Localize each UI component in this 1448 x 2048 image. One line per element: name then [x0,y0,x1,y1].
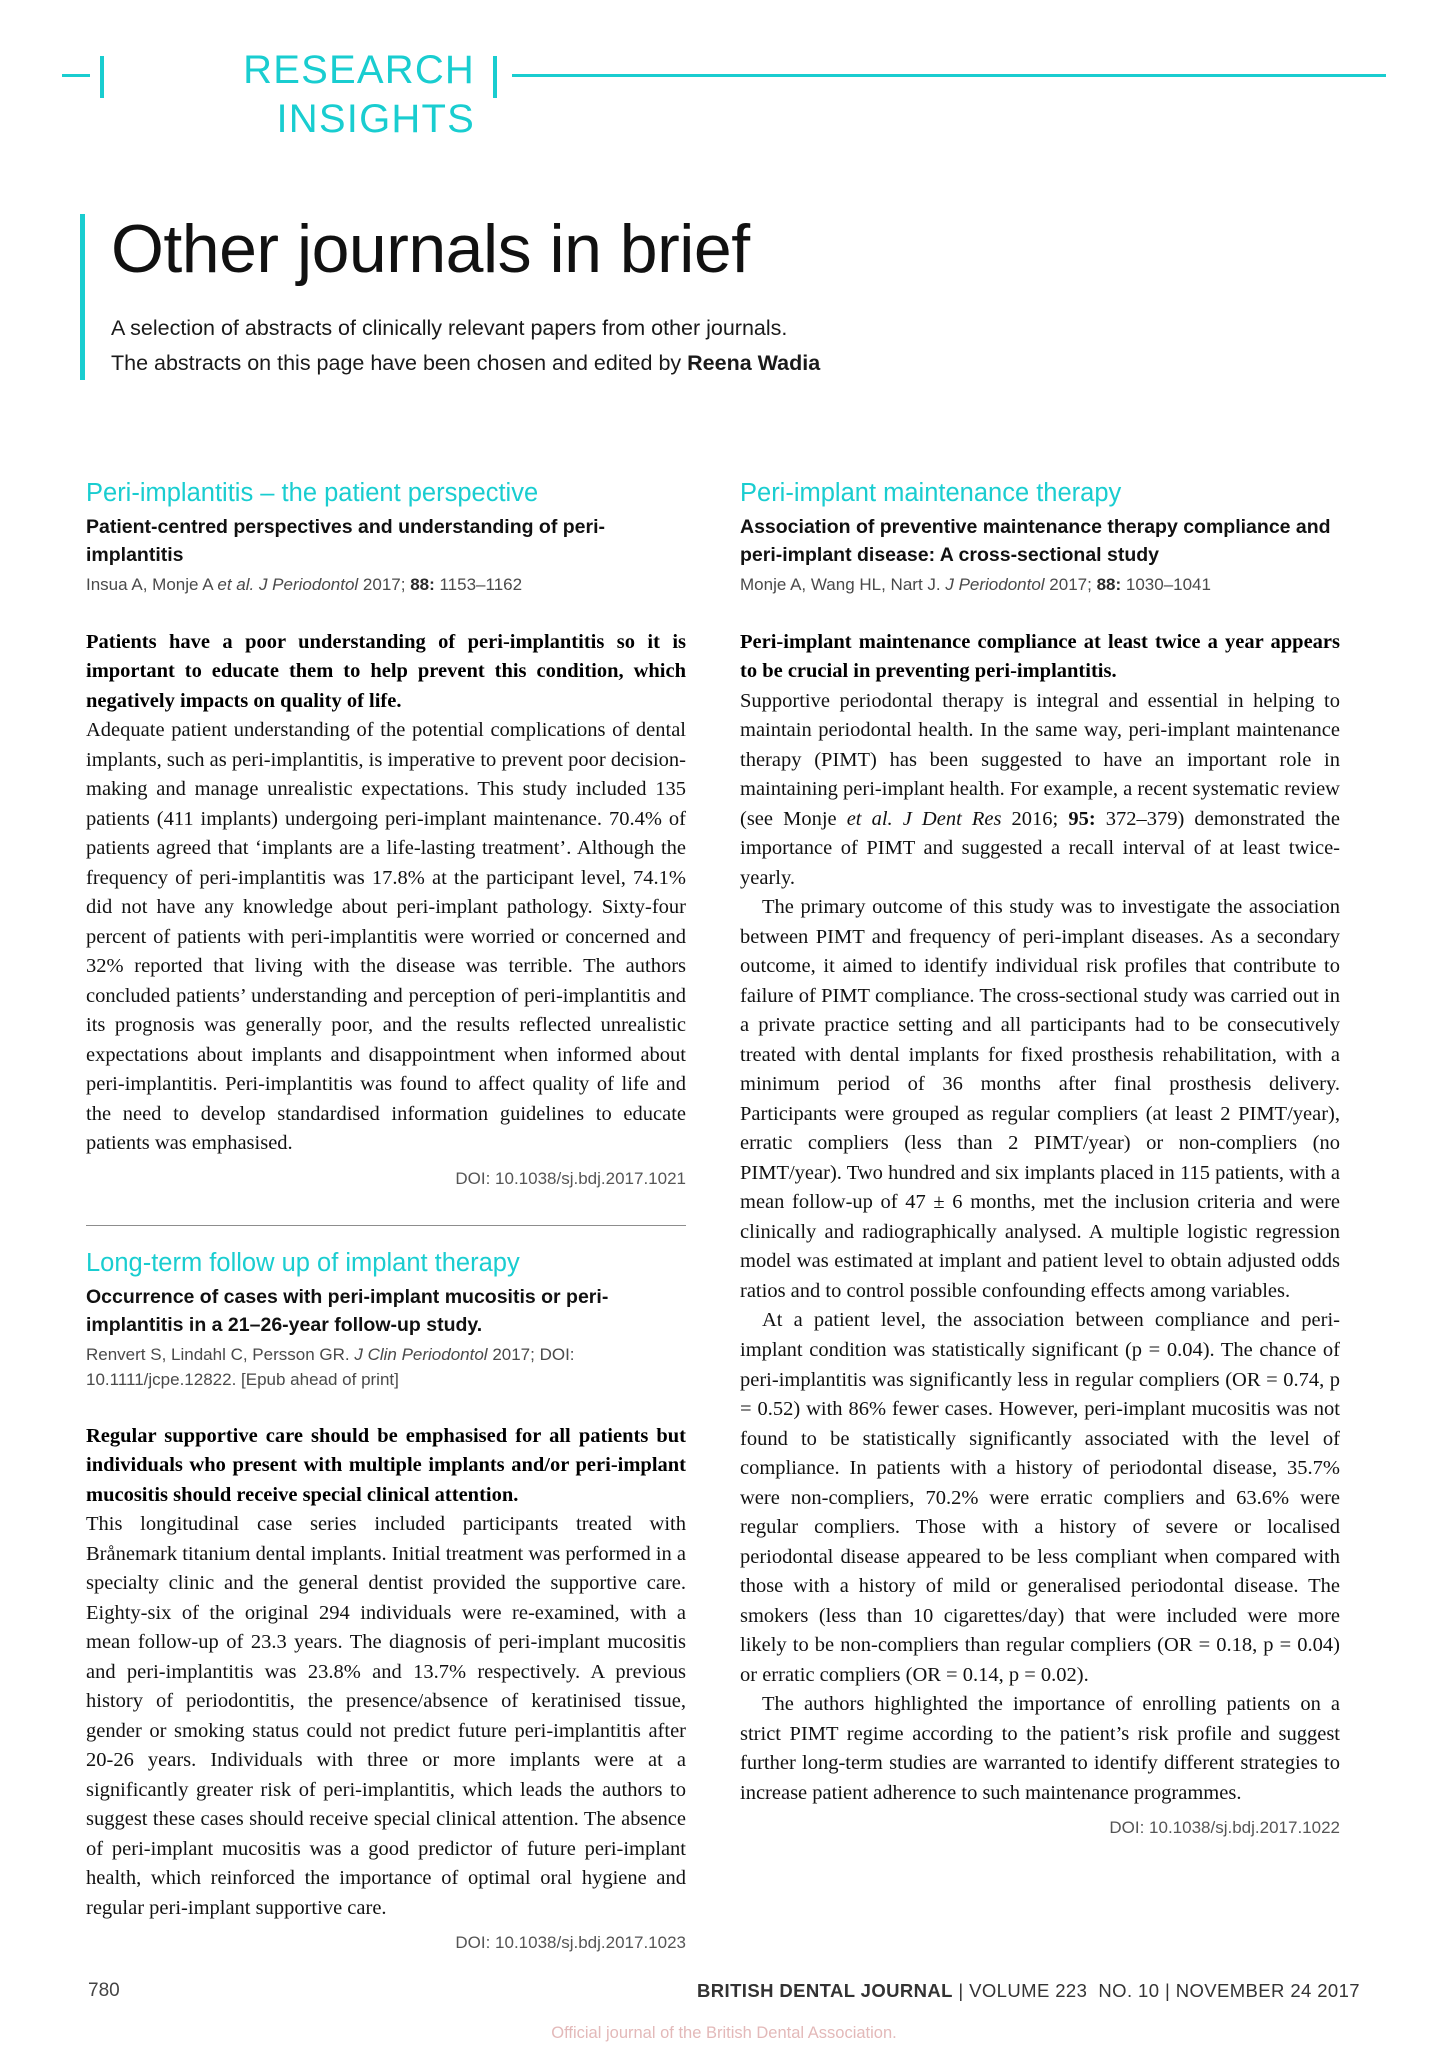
body-text-etal: et al. J Dent Res [846,807,1002,830]
body-text-b: 2016; [1001,807,1069,830]
research-insights-line2: INSIGHTS [276,96,475,141]
masthead-dash-left [62,74,90,77]
article-peri-implantitis-patient-perspective [86,478,686,1189]
right-column [740,478,1340,1838]
article-lede: Regular supportive care should be emphasised for all patients but individuals who present with multiple implants and/or peri-implant mucositis should receive special clinical attention. [86,1424,686,1506]
official-journal-note: Official journal of the British Dental Association. [551,2024,897,2042]
standfirst-line1: A selection of abstracts of clinically relevant papers from other journals. [111,315,788,340]
running-head-sep1: | [952,1980,970,2001]
article-body: Adequate patient understanding of the potential complications of dental implants, such as peri-implantitis, is imperative to prevent poor decision-making and manage unrealistic expectations. This study included 135 patients (411 implants) undergoing peri-implant maintenance. 70.4% of patients agreed that ‘implants are a life-lasting treatment’. Although the frequency of peri-implantitis was 17.8% at the participant level, 74.1% did not have any knowledge about peri-implant pathology. Sixty-four percent of patients with peri-implantitis were worried or concerned and 32% reported that living with the disease was terrible. The authors concluded patients’ understanding and perception of peri-implantitis and its prognosis was generally poor, and the results reflected unrealistic expectations about implants and disappointment when informed about peri-implantitis. Peri-implantitis was found to affect quality of life and the need to develop standardised information guidelines to educate patients was emphasised. [86,719,686,1155]
article-doi[interactable]: DOI: 10.1038/sj.bdj.2017.1022 [1109,1818,1340,1838]
page-number: 780 [88,1980,120,2001]
citation-etal: et al. [217,575,255,595]
research-insights-label [130,46,475,144]
article-peri-implant-maintenance-therapy [740,478,1340,1838]
article-lede: Peri-implant maintenance compliance at least twice a year appears to be crucial in preventing peri-implantitis. [740,630,1340,683]
article-lede: Patients have a poor understanding of peri-implantitis so it is important to educate them to help prevent this condition, which negatively impacts on quality of life. [86,630,686,712]
citation-authors: Insua A, Monje A [86,575,218,595]
citation-year: 2017; DOI: 10.1111/jcpe.12822. [86,1345,575,1389]
article-long-term-follow-up [86,1248,686,1954]
citation-journal: J Clin Periodontol [349,1345,488,1365]
article-citation [740,573,1340,597]
article-subtitle: Occurrence of cases with peri-implant mucositis or peri-implantitis in a 21–26-year follow-up study. [86,1286,609,1336]
article-body-paragraph-4: The authors highlighted the importance of enrolling patients on a strict PIMT regime according to the patient’s risk profile and suggest further long-term studies are warranted to identify different strategies to increase patient adherence to such maintenance programmes. [740,1693,1340,1804]
article-divider [86,1225,686,1226]
citation-year: 2017; [358,575,411,595]
page-title: Other journals in brief [111,211,750,287]
running-head [697,1980,1360,2002]
left-column [86,478,686,1953]
running-head-volume: VOLUME 223 [969,1980,1088,2001]
citation-pages: 1153–1162 [434,575,523,595]
article-kicker: Peri-implantitis – the patient perspective [86,479,539,507]
standfirst [111,311,980,381]
citation-journal: J Periodontol [254,575,359,595]
running-head-journal: BRITISH DENTAL JOURNAL [697,1980,953,2001]
citation-volume: 88: [410,575,435,595]
article-kicker: Long-term follow up of implant therapy [86,1248,520,1277]
article-doi[interactable]: DOI: 10.1038/sj.bdj.2017.1023 [455,1933,686,1953]
title-block [80,211,980,380]
citation-pages: [Epub ahead of print] [236,1369,399,1389]
citation-pages: 1030–1041 [1121,575,1211,595]
body-text-c: 372–379) demonstrated the importance of PIMT and suggested a recall interval of at least twice-yearly. [740,807,1340,889]
running-head-issue: NO. 10 [1098,1980,1160,2001]
article-body-paragraph-3: At a patient level, the association between compliance and peri-implant condition was statistically significant (p = 0.04). The chance of peri-implantitis was significantly less in regular compliers (OR = 0.74, p = 0.52) with 86% fewer cases. However, peri-implant mucositis was not found to be statistically significantly associated with the level of compliance. In patients with a history of periodontal disease, 35.7% were non-compliers, 70.2% were erratic compliers and 63.6% were regular compliers. Those with a history of severe or localised periodontal disease appeared to be less compliant when compared with those with a history of mild or generalised periodontal disease. The smokers (less than 10 cigarettes/day) that were included were more likely to be non-compliers than regular compliers (OR = 0.18, p = 0.04) or erratic compliers (OR = 0.14, p = 0.02). [740,1309,1340,1686]
running-head-date: NOVEMBER 24 2017 [1175,1980,1360,2001]
masthead-tick-left [100,56,104,98]
body-text-volume: 95: [1068,807,1096,830]
body-text-a: Supportive periodontal therapy is integral and essential in helping to maintain periodontal health. In the same way, peri-implant maintenance therapy (PIMT) has been suggested to have an important role in maintaining peri-implant health. For example, a recent systematic review (see Monje [740,689,1340,830]
masthead-rule-right [512,74,1386,77]
citation-journal: J Periodontol [940,575,1045,595]
masthead [0,48,1448,158]
article-body-paragraph-1 [740,687,1340,894]
editor-name: Reena Wadia [687,350,821,375]
citation-authors: Renvert S, Lindahl C, Persson GR. [86,1345,350,1365]
citation-volume: 88: [1096,575,1122,595]
article-doi[interactable]: DOI: 10.1038/sj.bdj.2017.1021 [455,1168,686,1188]
article-subtitle: Patient-centred perspectives and understanding of peri-implantitis [86,516,606,566]
article-body: This longitudinal case series included participants treated with Brånemark titanium dental implants. Initial treatment was performed in a specialty clinic and the general dentist provided the supportive care. Eighty-six of the original 294 individuals were re-examined, with a mean follow-up of 23.3 years. The diagnosis of peri-implant mucositis and peri-implantitis was 23.8% and 13.7% respectively. A previous history of periodontitis, the presence/absence of keratinised tissue, gender or smoking status could not predict future peri-implantitis after 20-26 years. Individuals with three or more implants were at a significantly greater risk of peri-implantitis, which leads the authors to suggest these cases should receive special clinical attention. The absence of peri-implant mucositis was a good predictor of future peri-implant health, which reinforced the importance of optimal oral hygiene and regular peri-implant supportive care. [86,1513,687,1919]
article-subtitle: Association of preventive maintenance therapy compliance and peri-implant disease: A cross-sectional study [740,516,1331,566]
article-kicker: Peri-implant maintenance therapy [740,479,1122,507]
article-citation [86,1343,686,1391]
citation-authors: Monje A, Wang HL, Nart J. [740,575,941,595]
page-footer [0,1980,1448,2048]
citation-year: 2017; [1044,575,1097,595]
masthead-tick-right [493,56,497,98]
article-body-paragraph-2: The primary outcome of this study was to investigate the association between PIMT and frequency of peri-implant diseases. As a secondary outcome, it aimed to identify individual risk profiles that contribute to failure of PIMT compliance. The cross-sectional study was carried out in a private practice setting and all participants had to be consecutively treated with dental implants for fixed prosthesis rehabilitation, with a minimum period of 36 months after final prosthesis delivery. Participants were grouped as regular compliers (at least 2 PIMT/year), erratic compliers (less than 2 PIMT/year) or non-compliers (no PIMT/year). Two hundred and six implants placed in 115 patients, with a mean follow-up of 47 ± 6 months, met the inclusion criteria and were clinically and radiographically analysed. A multiple logistic regression model was estimated at implant and patient level to obtain adjusted odds ratios and to control possible confounding effects among variables. [740,896,1340,1302]
standfirst-line2-prefix: The abstracts on this page have been chosen and edited by [111,350,688,375]
running-head-sep2: | [1159,1980,1176,2001]
article-citation [86,573,686,597]
research-insights-line1: RESEARCH [243,48,475,92]
